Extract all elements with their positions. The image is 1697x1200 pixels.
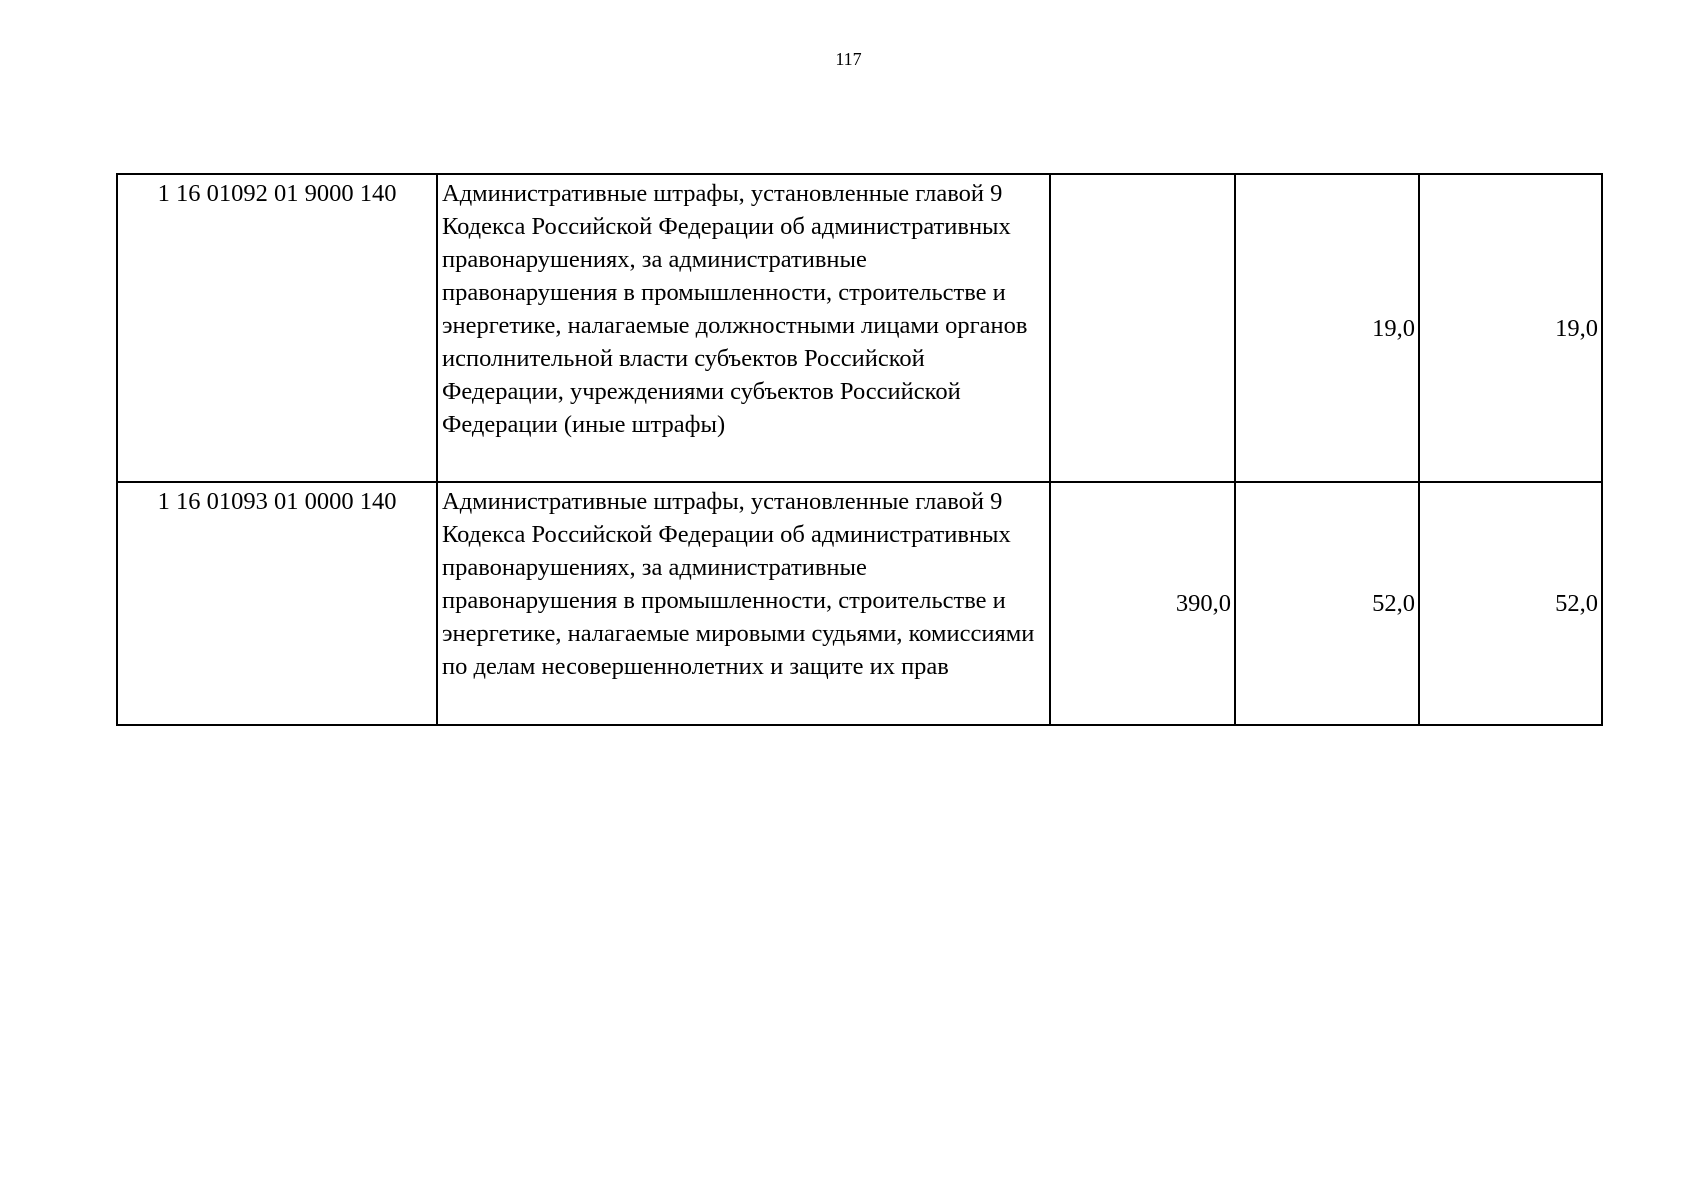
revenue-name-cell: Административные штрафы, установленные главой 9 Кодекса Российской Федерации об административных правонарушениях, за административные правонарушения в промышленности, строительстве и энергетике, налагаемые должностными лицами органов исполнительной власти субъектов Российской Федерации, учреждениями субъектов Российской Федерации (иные штрафы) (437, 174, 1050, 482)
value-cell-1: 390,0 (1050, 482, 1235, 725)
table-row (117, 482, 1602, 725)
value-cell-1 (1050, 174, 1235, 482)
value-cell-3: 52,0 (1419, 482, 1602, 725)
value-cell-3: 19,0 (1419, 174, 1602, 482)
budget-table (116, 173, 1603, 726)
table-body (117, 174, 1602, 725)
budget-code-cell: 1 16 01093 01 0000 140 (117, 482, 437, 725)
budget-code-cell: 1 16 01092 01 9000 140 (117, 174, 437, 482)
table-row (117, 174, 1602, 482)
page-number: 117 (835, 49, 862, 69)
value-cell-2: 52,0 (1235, 482, 1419, 725)
value-cell-2: 19,0 (1235, 174, 1419, 482)
revenue-name-cell: Административные штрафы, установленные главой 9 Кодекса Российской Федерации об административных правонарушениях, за административные правонарушения в промышленности, строительстве и энергетике, налагаемые мировыми судьями, комиссиями по делам несовершеннолетних и защите их прав (437, 482, 1050, 725)
